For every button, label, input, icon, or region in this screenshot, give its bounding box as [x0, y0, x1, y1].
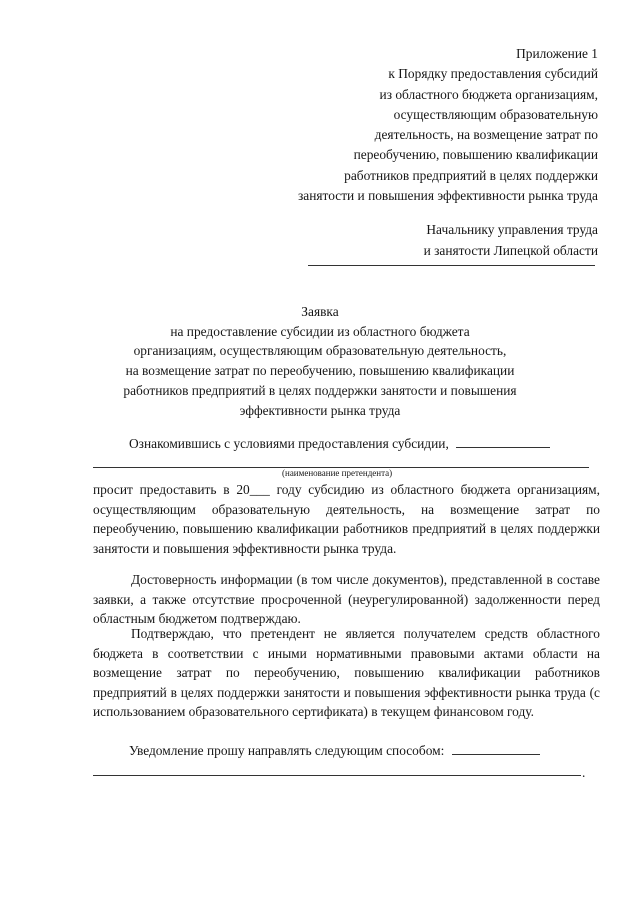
appendix-line: деятельность, на возмещение затрат по: [374, 127, 598, 143]
appendix-line: работников предприятий в целях поддержки: [344, 167, 598, 183]
reliability-paragraph: Достоверность информации (в том числе документов), представленной в составе заявки, а также отсутствие просроченной (неурегулированной) задолженности перед областным бюджетом подтверждаю.: [93, 572, 600, 626]
title-line: организациям, осуществляющим образовательную деятельность,: [133, 343, 507, 359]
addressee-line: и занятости Липецкой области: [423, 242, 598, 258]
appendix-header: [198, 44, 598, 206]
appendix-line: осуществляющим образовательную: [393, 106, 598, 122]
document-title: [60, 302, 580, 420]
title-line: работников предприятий в целях поддержки занятости и повышения: [123, 382, 517, 398]
applicant-name-blank[interactable]: [456, 435, 550, 448]
title-line: на возмещение затрат по переобучению, повышению квалификации: [125, 363, 515, 379]
notification-text: Уведомление прошу направлять следующим способом:: [129, 743, 445, 758]
applicant-caption: (наименование претендента): [282, 468, 393, 478]
addressee-block: [298, 220, 598, 261]
intro-text: Ознакомившись с условиями предоставления субсидии,: [129, 436, 449, 451]
notification-method-blank[interactable]: [452, 742, 540, 755]
appendix-line: переобучению, повышению квалификации: [353, 147, 598, 163]
appendix-line: занятости и повышения эффективности рынка труда: [297, 188, 598, 204]
appendix-line: из областного бюджета организациям,: [379, 86, 598, 102]
appendix-line: к Порядку предоставления субсидий: [388, 66, 598, 82]
notification-method-line[interactable]: [93, 775, 581, 776]
addressee-signature-line: [308, 265, 595, 266]
confirmation-paragraph: Подтверждаю, что претендент не является получателем средств областного бюджета в соответствии с иными нормативными правовыми актами области на возмещение затрат по переобучению, повышению квалификации работников предприятий в целях поддержки занятости и повышения эффективности рынка труда (с использованием образовательного сертификата) в текущем финансовом году.: [93, 626, 600, 719]
title-line: эффективности рынка труда: [239, 402, 401, 418]
title-heading: Заявка: [301, 304, 339, 319]
notification-line: [129, 741, 540, 761]
request-paragraph: просит предоставить в 20___ году субсидию из областного бюджета организациям, осуществляющим образовательную деятельность, на возмещение затрат по переобучению, повышению квалификации работников предприятий в целях поддержки занятости и повышения эффективности рынка труда.: [93, 482, 600, 556]
end-dot: .: [582, 765, 586, 780]
intro-line: [129, 434, 550, 454]
addressee-line: Начальнику управления труда: [426, 222, 598, 237]
appendix-line: Приложение 1: [516, 46, 598, 61]
title-line: на предоставление субсидии из областного бюджета: [170, 323, 470, 339]
